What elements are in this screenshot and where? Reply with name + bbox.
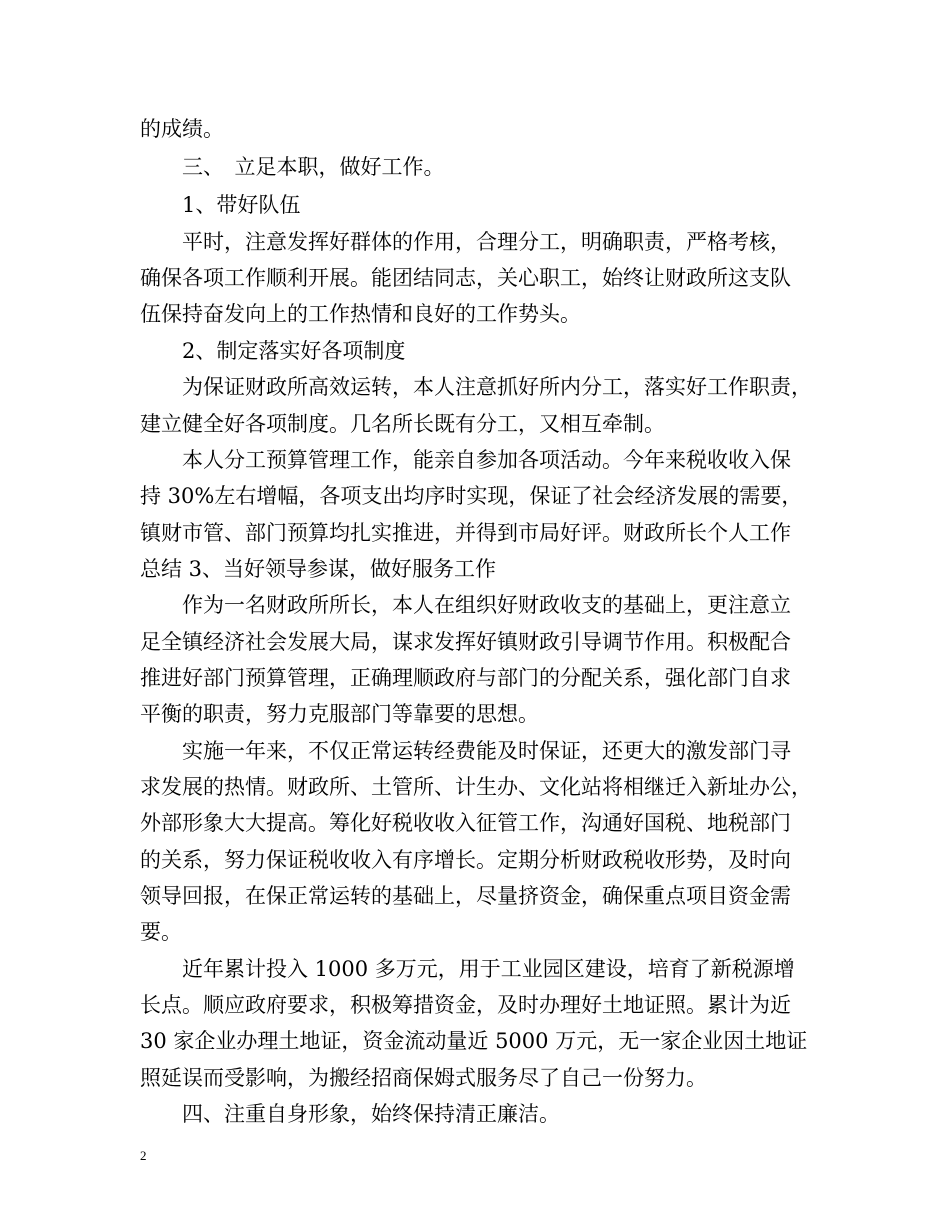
paragraph-line: 领导回报，在保正常运转的基础上，尽量挤资金，确保重点项目资金需 xyxy=(140,884,791,908)
paragraph-line: 镇财市管、部门预算均扎实推进，并得到市局好评。财政所长个人工作 xyxy=(140,521,791,545)
paragraph-line: 伍保持奋发向上的工作热情和良好的工作势头。 xyxy=(140,302,581,326)
paragraph-line: 平时，注意发挥好群体的作用，合理分工，明确职责，严格考核， xyxy=(182,230,791,254)
paragraph-line: 平衡的职责，努力克服部门等靠要的思想。 xyxy=(140,702,539,726)
paragraph-line: 作为一名财政所所长，本人在组织好财政收支的基础上，更注意立 xyxy=(182,593,791,617)
page-number: 2 xyxy=(140,1148,147,1163)
paragraph-line: 建立健全好各项制度。几名所长既有分工，又相互牵制。 xyxy=(140,412,665,436)
subsection-heading: 1、带好队伍 xyxy=(182,193,301,217)
paragraph-line: 持 30%左右增幅，各项支出均序时实现，保证了社会经济发展的需要， xyxy=(140,484,803,508)
paragraph-line: 为保证财政所高效运转，本人注意抓好所内分工，落实好工作职责， xyxy=(182,375,812,399)
section-heading: 四、注重自身形象，始终保持清正廉洁。 xyxy=(182,1102,560,1126)
paragraph-line: 足全镇经济社会发展大局，谋求发挥好镇财政引导调节作用。积极配合 xyxy=(140,630,791,654)
paragraph-line: 本人分工预算管理工作，能亲自参加各项活动。今年来税收收入保 xyxy=(182,448,791,472)
paragraph-line: 实施一年来，不仅正常运转经费能及时保证，还更大的激发部门寻 xyxy=(182,739,791,763)
paragraph-line: 30 家企业办理土地证，资金流动量近 5000 万元，无一家企业因土地证 xyxy=(140,1029,808,1053)
paragraph-line: 外部形象大大提高。筹化好税收收入征管工作，沟通好国税、地税部门 xyxy=(140,811,791,835)
paragraph-line: 照延误而受影响，为搬经招商保姆式服务尽了自己一份努力。 xyxy=(140,1066,707,1090)
paragraph-line: 近年累计投入 1000 多万元，用于工业园区建设，培育了新税源增 xyxy=(182,957,795,981)
subsection-heading: 2、制定落实好各项制度 xyxy=(182,339,406,363)
paragraph-line: 长点。顺应政府要求，积极筹措资金，及时办理好土地证照。累计为近 xyxy=(140,993,791,1017)
section-heading: 三、 立足本职，做好工作。 xyxy=(182,155,445,179)
paragraph-line: 的关系，努力保证税收收入有序增长。定期分析财政税收形势，及时向 xyxy=(140,848,791,872)
paragraph-line: 总结 3、当好领导参谋，做好服务工作 xyxy=(140,557,497,581)
paragraph-line: 推进好部门预算管理，正确理顺政府与部门的分配关系，强化部门自求 xyxy=(140,666,791,690)
paragraph-line: 要。 xyxy=(140,920,182,944)
paragraph-line: 确保各项工作顺利开展。能团结同志，关心职工，始终让财政所这支队 xyxy=(140,266,791,290)
paragraph-line: 求发展的热情。财政所、土管所、计生办、文化站将相继迁入新址办公， xyxy=(140,775,812,799)
text-line: 的成绩。 xyxy=(140,117,224,141)
